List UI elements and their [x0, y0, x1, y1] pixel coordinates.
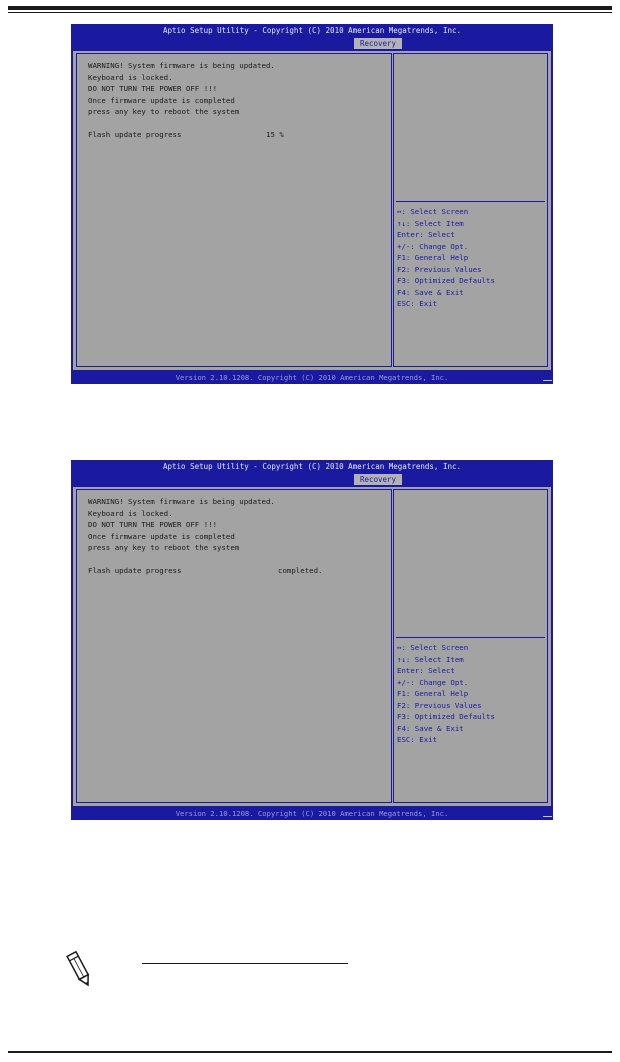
bios-footer: Version 2.10.1208. Copyright (C) 2010 American Megatrends, Inc. — [175, 809, 449, 818]
help-item-enter: Enter: Select — [397, 666, 455, 675]
note-underline — [142, 963, 348, 964]
help-panel — [393, 489, 548, 803]
warning-line: WARNING! System firmware is being updated. — [88, 497, 275, 506]
main-panel — [76, 53, 392, 367]
bios-screen-updating — [71, 24, 553, 384]
help-item-optimized-defaults: F3: Optimized Defaults — [397, 276, 495, 285]
help-item-save-exit: F4: Save & Exit — [397, 287, 464, 297]
bios-screen-completed — [71, 460, 553, 820]
tab-recovery[interactable]: Recovery — [354, 38, 402, 49]
page-footer-rule — [8, 1051, 612, 1053]
help-panel — [393, 53, 548, 367]
bios-title: Aptio Setup Utility - Copyright (C) 2010 American Megatrends, Inc. — [162, 462, 461, 471]
help-divider — [396, 201, 545, 202]
warning-line: press any key to reboot the system — [88, 543, 240, 552]
page-header-rule — [8, 6, 612, 10]
corner-mark — [543, 380, 552, 384]
help-item-select-screen: ↔: Select Screen — [397, 207, 469, 216]
warning-line: WARNING! System firmware is being updated. — [88, 61, 275, 70]
warning-line: DO NOT TURN THE POWER OFF !!! — [88, 84, 218, 93]
warning-line: Once firmware update is completed — [88, 95, 235, 105]
help-item-esc-exit: ESC: Exit — [397, 735, 438, 744]
bios-body — [73, 487, 551, 806]
flash-progress-row — [88, 565, 378, 576]
flash-progress-label: Flash update progress — [88, 130, 182, 139]
help-item-enter: Enter: Select — [397, 230, 455, 239]
help-item-general-help: F1: General Help — [397, 253, 469, 262]
help-divider — [396, 637, 545, 638]
corner-mark — [543, 816, 552, 820]
help-item-select-item: ↑↓: Select Item — [397, 218, 464, 228]
bios-body — [73, 51, 551, 370]
help-item-optimized-defaults: F3: Optimized Defaults — [397, 712, 495, 721]
warning-line: Keyboard is locked. — [88, 72, 173, 82]
warning-line: press any key to reboot the system — [88, 107, 240, 116]
warning-line: Keyboard is locked. — [88, 508, 173, 518]
help-item-select-screen: ↔: Select Screen — [397, 643, 469, 652]
flash-progress-label: Flash update progress — [88, 566, 182, 575]
pencil-note-icon — [60, 950, 100, 990]
flash-progress-row — [88, 129, 378, 140]
help-item-previous-values: F2: Previous Values — [397, 264, 482, 274]
help-item-select-item: ↑↓: Select Item — [397, 654, 464, 664]
help-item-general-help: F1: General Help — [397, 689, 469, 698]
help-keys — [397, 206, 495, 310]
flash-progress-value: 15 % — [266, 130, 284, 139]
warning-message — [88, 496, 275, 554]
warning-line: DO NOT TURN THE POWER OFF !!! — [88, 520, 218, 529]
help-item-change-opt: +/-: Change Opt. — [397, 677, 469, 687]
bios-title: Aptio Setup Utility - Copyright (C) 2010 American Megatrends, Inc. — [162, 26, 461, 35]
help-item-esc-exit: ESC: Exit — [397, 299, 438, 308]
tab-recovery[interactable]: Recovery — [354, 474, 402, 485]
help-item-save-exit: F4: Save & Exit — [397, 723, 464, 733]
help-item-change-opt: +/-: Change Opt. — [397, 241, 469, 251]
flash-progress-value: completed. — [278, 566, 323, 575]
warning-message — [88, 60, 275, 118]
main-panel — [76, 489, 392, 803]
warning-line: Once firmware update is completed — [88, 531, 235, 541]
help-item-previous-values: F2: Previous Values — [397, 700, 482, 710]
bios-footer: Version 2.10.1208. Copyright (C) 2010 American Megatrends, Inc. — [175, 373, 449, 382]
help-keys — [397, 642, 495, 746]
page-header-rule-thin — [8, 12, 612, 13]
